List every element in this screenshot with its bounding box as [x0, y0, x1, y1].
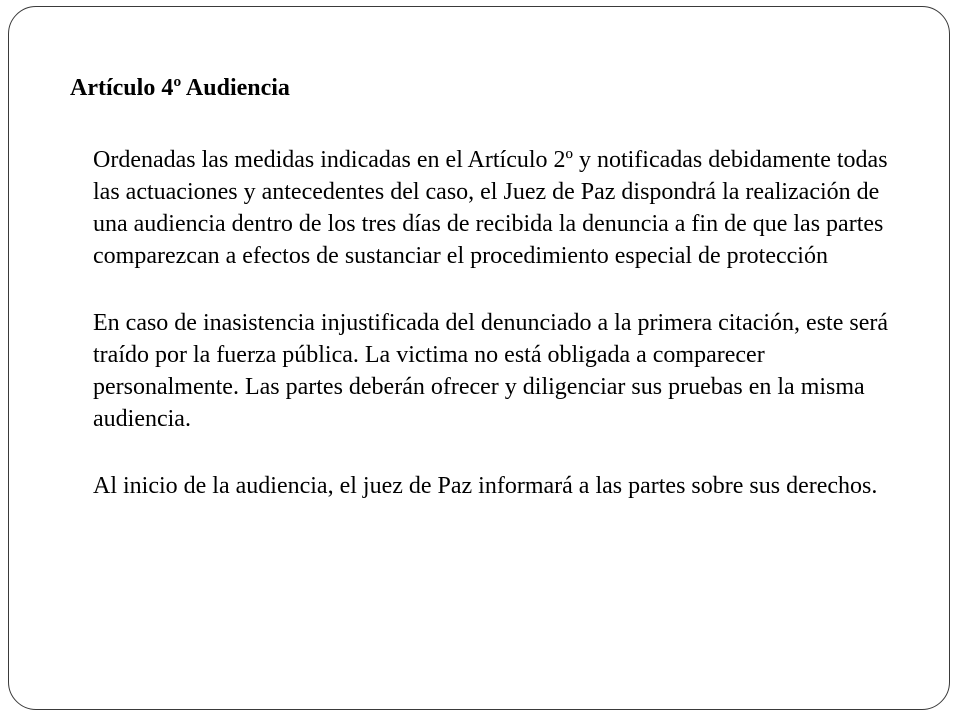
slide-title: Artículo 4º Audiencia: [70, 75, 290, 101]
paragraph-hearing-order: Ordenadas las medidas indicadas en el Artículo 2º y notificadas debidamente todas las actuaciones y antecedentes del caso, el Juez de Paz dispondrá la realización de una audiencia dentro de los tres días de recibida la denuncia a fin de que las partes comparezcan a efectos de sustanciar el procedimiento especial de protección: [93, 147, 888, 270]
slide-content: [61, 73, 911, 537]
paragraph-non-attendance: En caso de inasistencia injustificada del denunciado a la primera citación, este será traído por la fuerza pública. La victima no está obligada a comparecer personalmente. Las partes deberán ofrecer y diligenciar sus pruebas en la misma audiencia.: [93, 310, 888, 433]
paragraph-rights-notice: Al inicio de la audiencia, el juez de Paz informará a las partes sobre sus derechos.: [93, 473, 878, 500]
slide-frame: [8, 6, 950, 710]
